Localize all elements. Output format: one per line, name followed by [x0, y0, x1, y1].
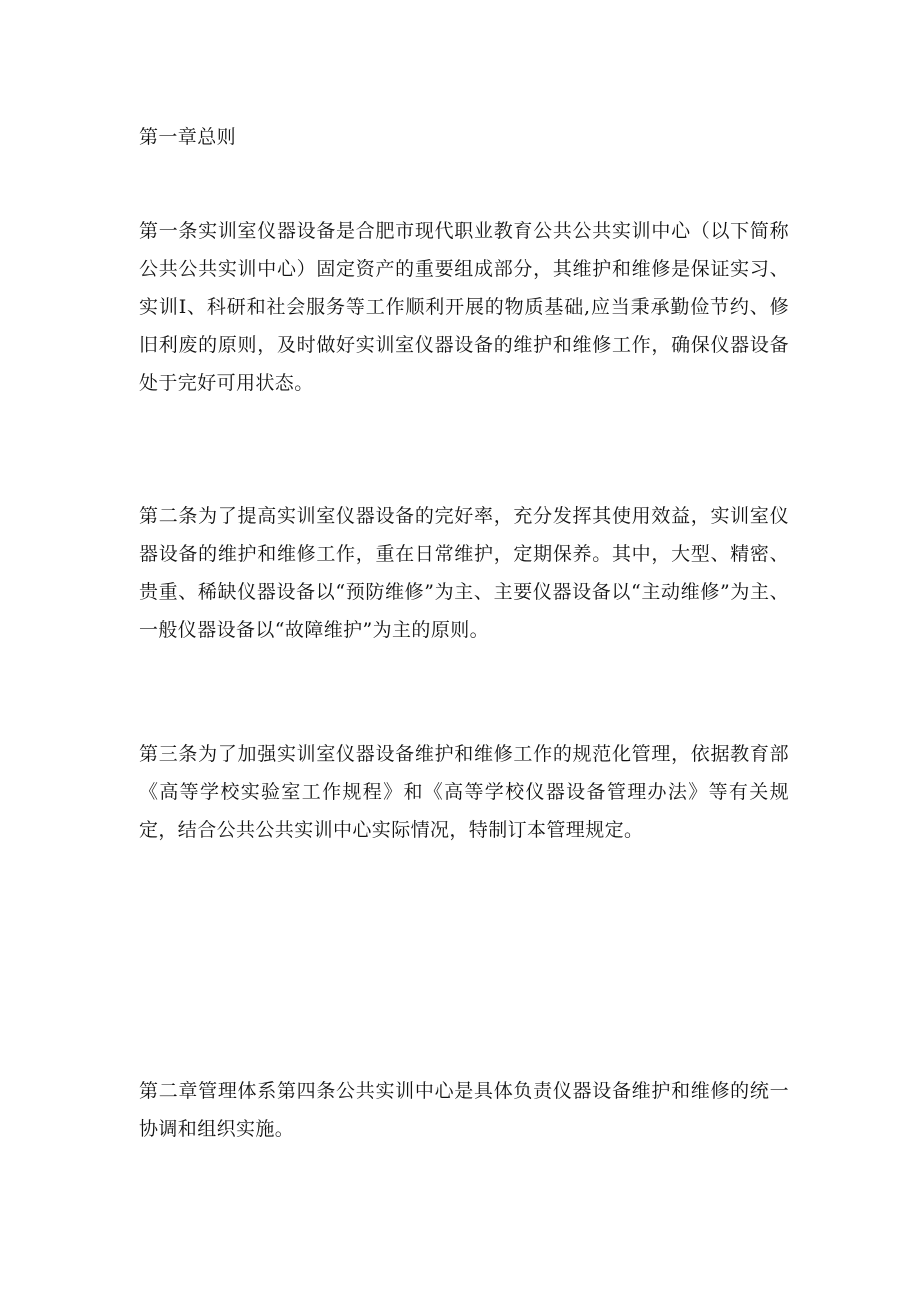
- article-1-paragraph: 第一条实训室仪器设备是合肥市现代职业教育公共公共实训中心（以下简称公共公共实训中心）固定资产的重要组成部分，其维护和维修是保证实习、实训I、科研和社会服务等工作顺利开展的物质基础,应当秉承勤俭节约、修旧利废的原则，及时做好实训室仪器设备的维护和维修工作，确保仪器设备处于完好可用状态。: [139, 220, 789, 394]
- chapter2-article-4-paragraph: 第二章管理体系第四条公共实训中心是具体负责仪器设备维护和维修的统一协调和组织实施。: [139, 1080, 789, 1140]
- chapter1-heading: 第一章总则: [139, 126, 237, 148]
- article-2-paragraph: 第二条为了提高实训室仪器设备的完好率，充分发挥其使用效益，实训室仪器设备的维护和维修工作，重在日常维护，定期保养。其中，大型、精密、贵重、稀缺仪器设备以“预防维修”为主、主要仪器设备以“主动维修”为主、一般仪器设备以“故障维护”为主的原则。: [139, 505, 789, 641]
- article-3-paragraph: 第三条为了加强实训室仪器设备维护和维修工作的规范化管理，依据教育部《高等学校实验室工作规程》和《高等学校仪器设备管理办法》等有关规定，结合公共公共实训中心实际情况，特制订本管理规定。: [139, 743, 789, 841]
